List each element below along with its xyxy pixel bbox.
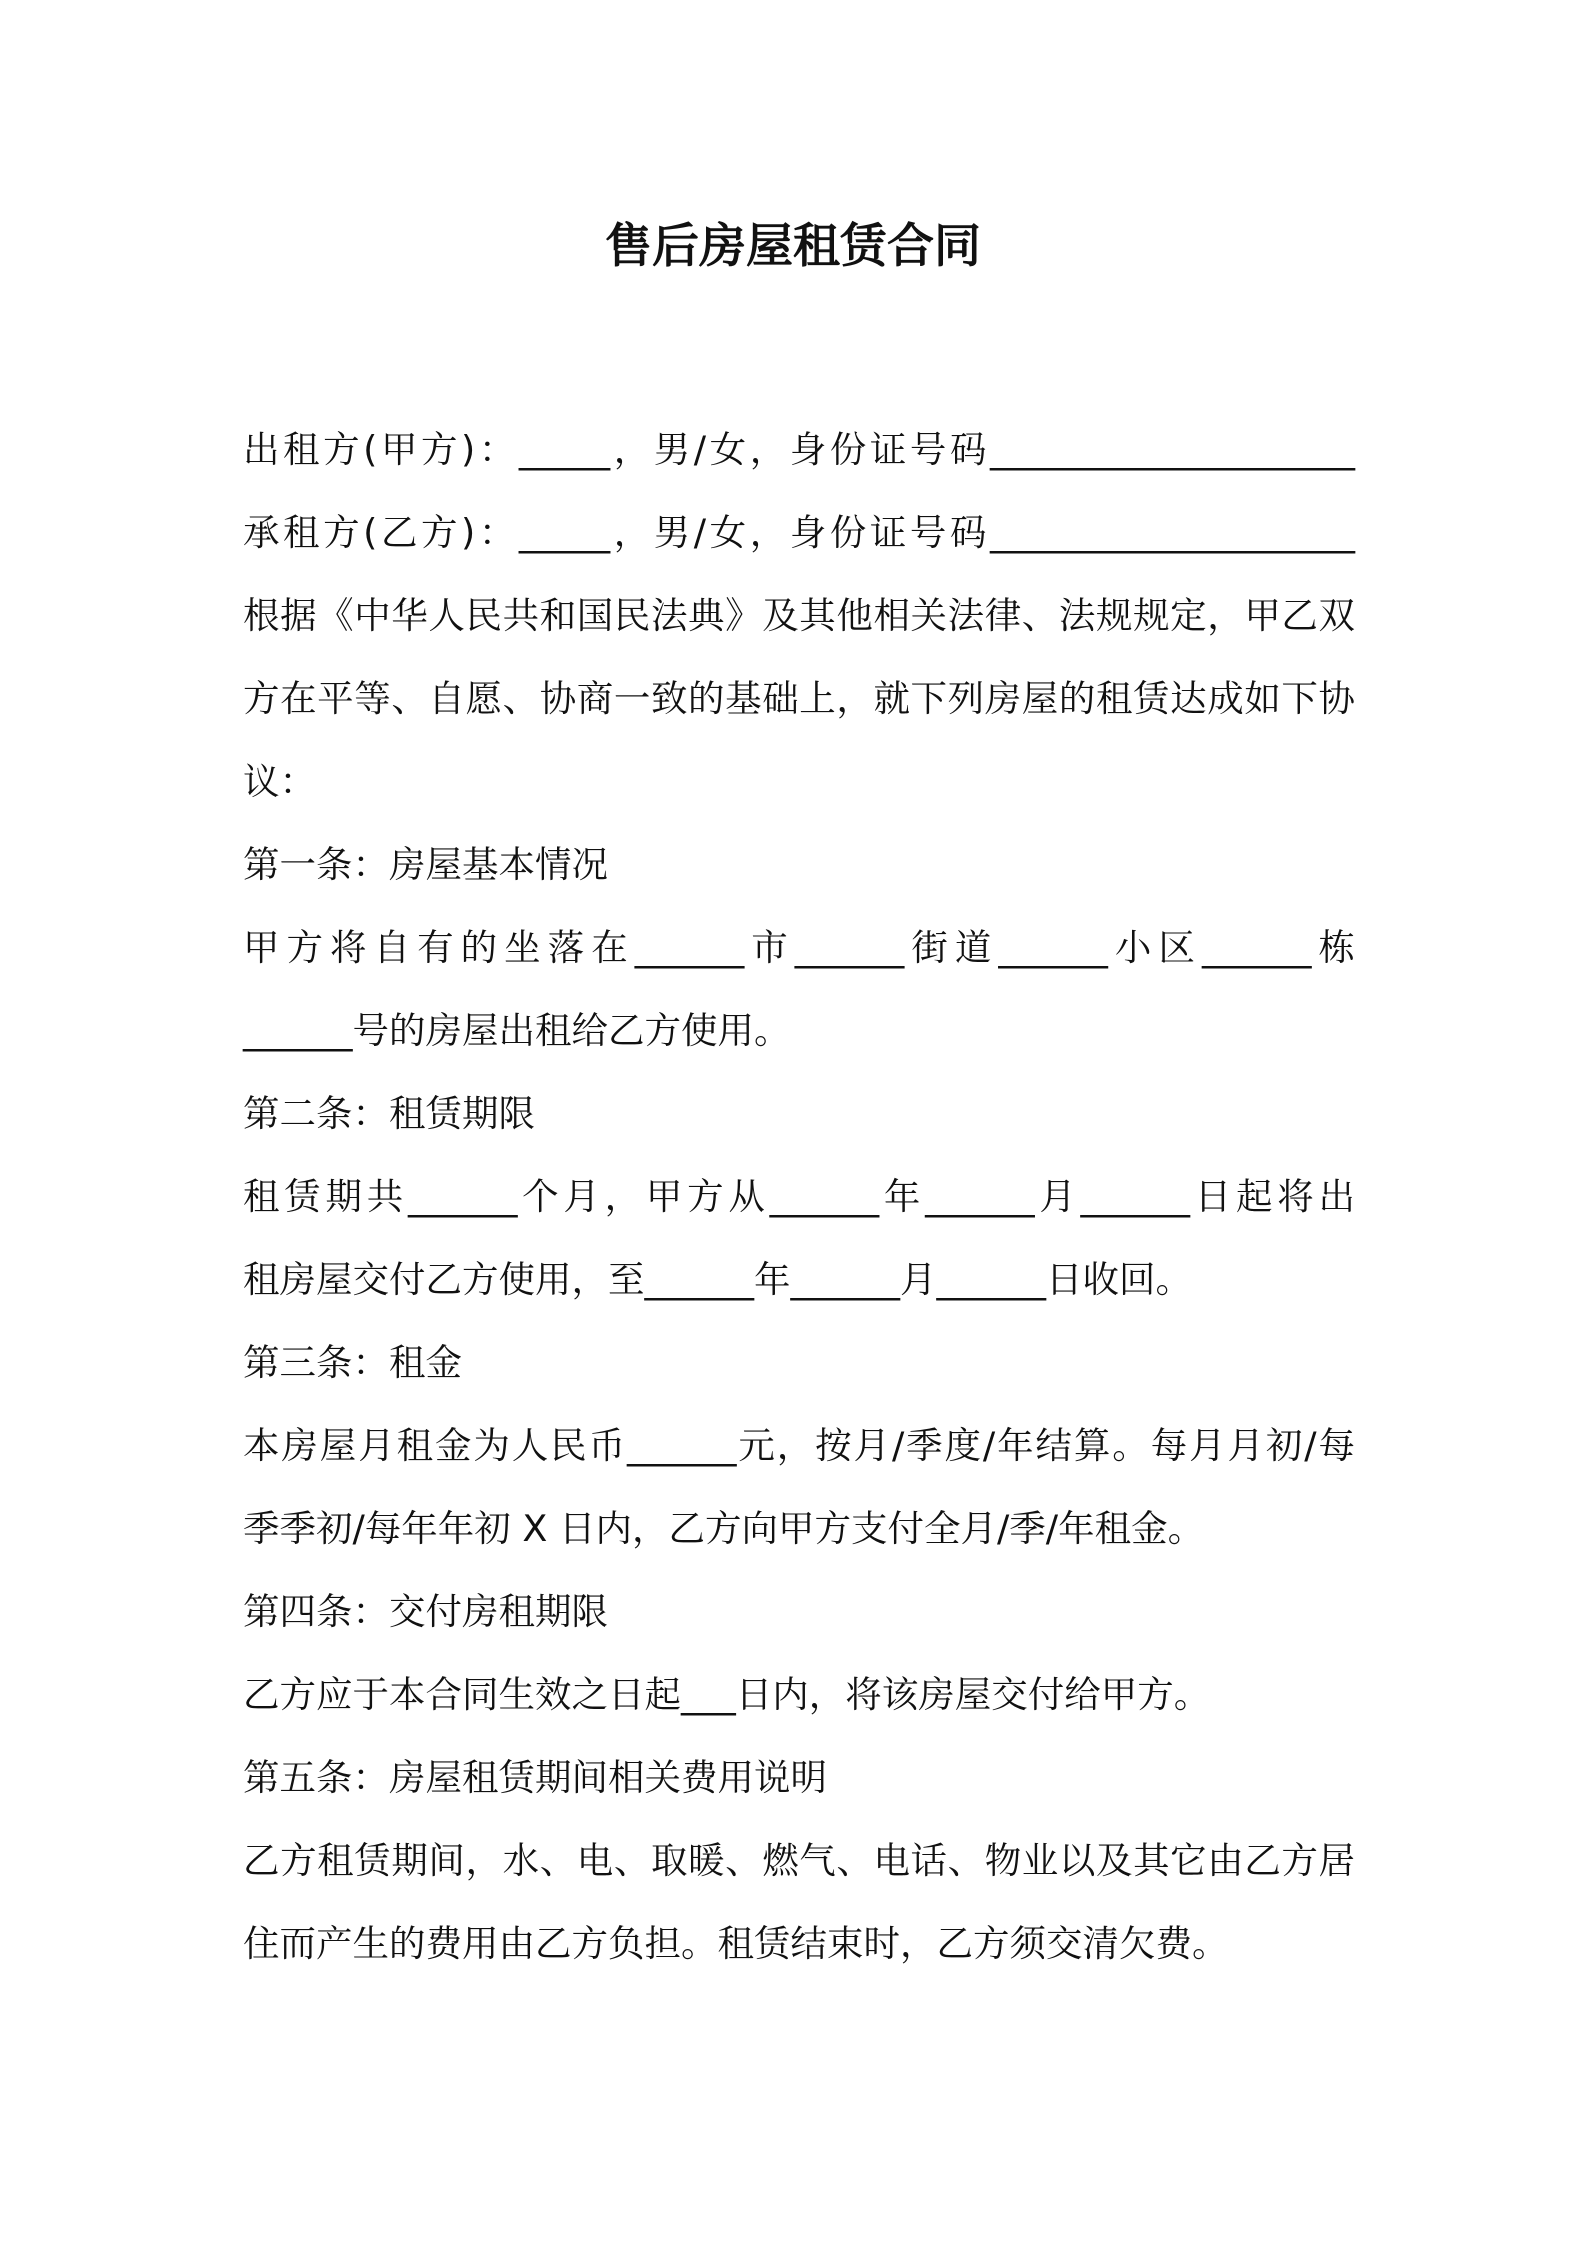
article-5-line-1: 乙方租赁期间，水、电、取暖、燃气、电话、物业以及其它由乙方居: [243, 1839, 1355, 1882]
article-5-heading: 第五条：房屋租赁期间相关费用说明: [243, 1756, 827, 1799]
document-title: 售后房屋租赁合同: [605, 219, 981, 274]
lessor-line: 出租方(甲方)：_____，男/女，身份证号码____________________: [243, 428, 1355, 471]
article-2-line-2: 租房屋交付乙方使用，至______年______月______日收回。: [243, 1258, 1192, 1301]
article-3-line-2: 季季初/每年年初 X 日内，乙方向甲方支付全月/季/年租金。: [243, 1507, 1205, 1550]
article-4-heading: 第四条：交付房租期限: [243, 1590, 608, 1633]
article-3-heading: 第三条：租金: [243, 1341, 462, 1384]
contract-body: [243, 408, 1355, 1985]
article-1-heading: 第一条：房屋基本情况: [243, 843, 608, 886]
article-3-line-1: 本房屋月租金为人民币______元，按月/季度/年结算。每月月初/每: [243, 1424, 1355, 1467]
article-5-line-2: 住而产生的费用由乙方负担。租赁结束时，乙方须交清欠费。: [243, 1922, 1229, 1965]
lessee-line: 承租方(乙方)：_____，男/女，身份证号码____________________: [243, 511, 1355, 554]
article-2-heading: 第二条：租赁期限: [243, 1092, 535, 1135]
article-1-line-2: ______号的房屋出租给乙方使用。: [243, 1009, 791, 1052]
preamble-line-2: 方在平等、自愿、协商一致的基础上，就下列房屋的租赁达成如下协: [243, 677, 1355, 720]
article-1-line-1: 甲方将自有的坐落在______市______街道______小区______栋: [243, 926, 1355, 969]
article-2-line-1: 租赁期共______个月，甲方从______年______月______日起将出: [243, 1175, 1355, 1218]
preamble-line-1: 根据《中华人民共和国民法典》及其他相关法律、法规规定，甲乙双: [243, 594, 1355, 637]
preamble-line-3: 议：: [243, 760, 316, 803]
article-4-line-1: 乙方应于本合同生效之日起___日内，将该房屋交付给甲方。: [243, 1673, 1211, 1716]
